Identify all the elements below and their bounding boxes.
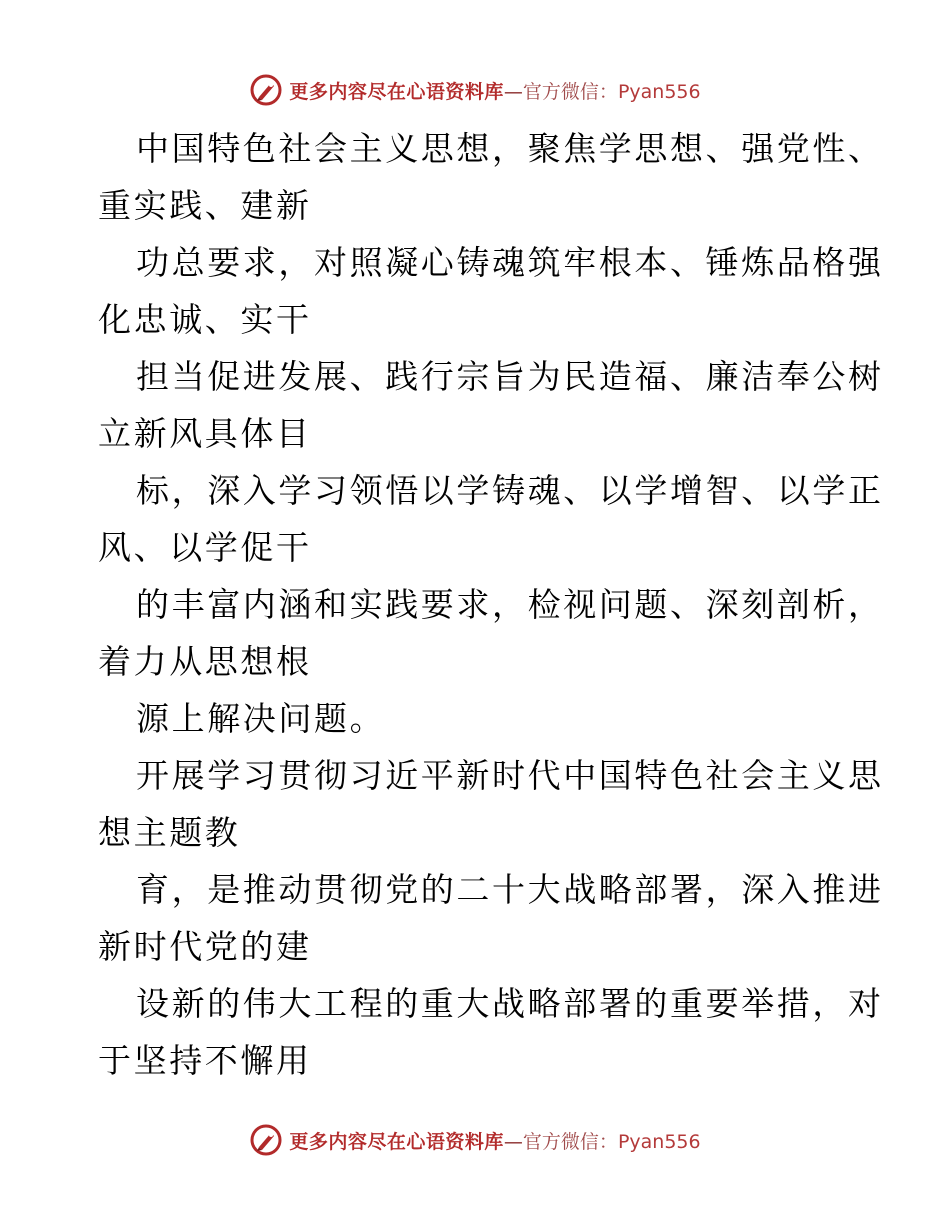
document-body (98, 120, 884, 1089)
body-line: 立新风具体目 (98, 414, 312, 453)
body-line: 担当促进发展、践行宗旨为民造福、廉洁奉公树 (136, 357, 884, 396)
footer-banner-main: 更多内容尽在心语资料库 (289, 1130, 504, 1153)
header-banner-wechat-label: 官方微信： (522, 80, 618, 103)
footer-watermark-banner (0, 1120, 950, 1160)
footer-banner-wechat-id: Pyan556 (617, 1130, 701, 1153)
header-banner-wechat-id: Pyan556 (617, 80, 701, 103)
body-line: 中国特色社会主义思想，聚焦学思想、强党性、 (136, 129, 884, 168)
pen-nib-circle-icon (249, 73, 283, 107)
pen-nib-circle-icon (249, 1123, 283, 1157)
body-line: 想主题教 (98, 813, 241, 852)
body-line: 着力从思想根 (98, 642, 312, 681)
body-line: 育，是推动贯彻党的二十大战略部署，深入推进 (136, 870, 884, 909)
body-line: 标，深入学习领悟以学铸魂、以学增智、以学正 (136, 471, 884, 510)
header-banner-text (289, 77, 700, 104)
footer-banner-text (289, 1127, 700, 1154)
body-line: 重实践、建新 (98, 186, 312, 225)
footer-banner-separator: — (503, 1130, 523, 1153)
body-line: 的丰富内涵和实践要求，检视问题、深刻剖析， (136, 585, 884, 624)
header-watermark-banner (0, 70, 950, 110)
header-banner-separator: — (503, 80, 523, 103)
body-line: 化忠诚、实干 (98, 300, 312, 339)
body-line: 新时代党的建 (98, 927, 312, 966)
header-banner-main: 更多内容尽在心语资料库 (289, 80, 504, 103)
body-line: 功总要求，对照凝心铸魂筑牢根本、锤炼品格强 (136, 243, 884, 282)
footer-banner-wechat-label: 官方微信： (522, 1130, 618, 1153)
body-line: 开展学习贯彻习近平新时代中国特色社会主义思 (136, 756, 884, 795)
body-line: 风、以学促干 (98, 528, 312, 567)
body-line: 源上解决问题。 (136, 699, 386, 738)
body-line: 设新的伟大工程的重大战略部署的重要举措，对 (136, 984, 884, 1023)
body-line: 于坚持不懈用 (98, 1041, 312, 1080)
